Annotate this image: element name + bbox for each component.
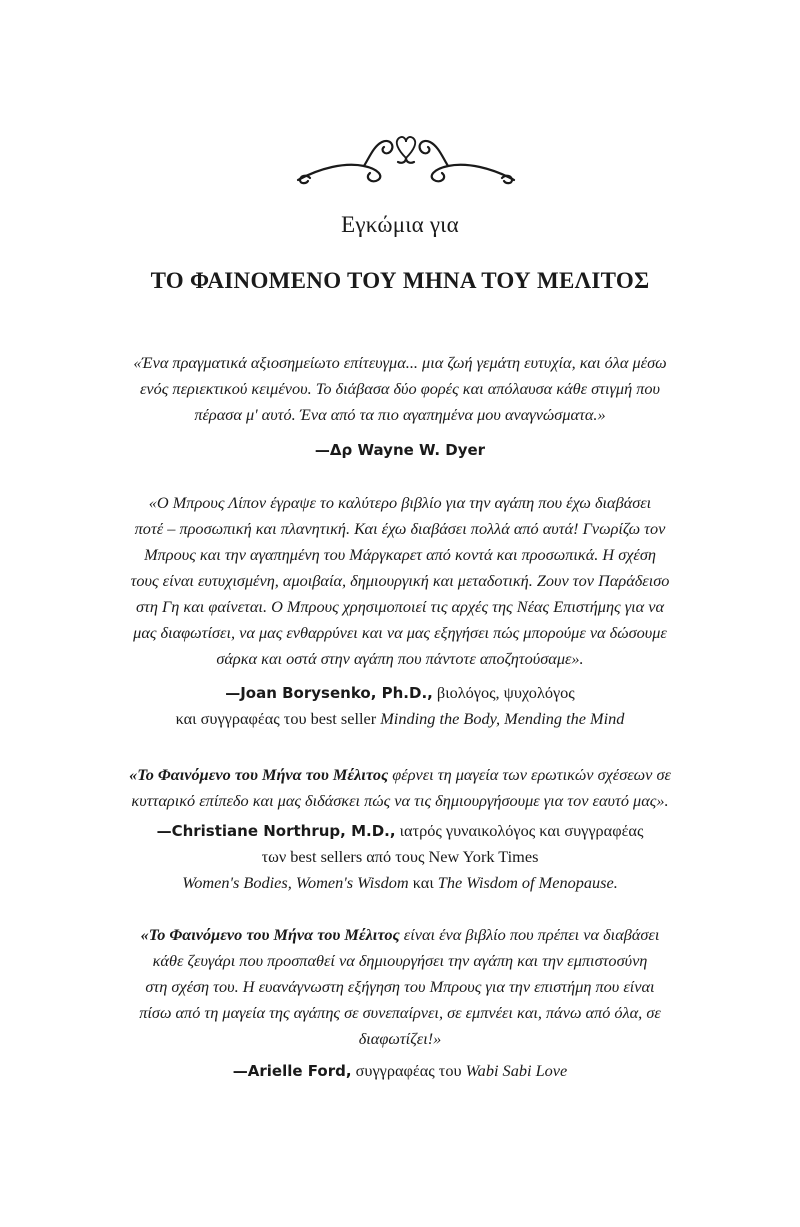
book-title: Women's Bodies, Women's Wisdom <box>182 873 409 892</box>
author-name: —Joan Borysenko, Ph.D., <box>225 684 433 702</box>
quote-line: διαφωτίζει!» <box>358 1029 442 1048</box>
quote-line: κάθε ζευγάρι που προσπαθεί να δημιουργήσει την αγάπη και την εμπιστοσύνη <box>152 951 648 970</box>
author-name: —Christiane Northrup, M.D., <box>156 822 396 840</box>
author-role: των best sellers από τους New York Times <box>261 847 539 866</box>
quote-line: «Ένα πραγματικά αξιοσημείωτο επίτευγμα... μια ζωή γεμάτη ευτυχία, και όλα μέσω <box>133 353 667 372</box>
book-title: «Το Φαινόμενο του Μήνα του Μέλιτος <box>129 765 389 784</box>
quote-line: Μπρους και την αγαπημένη του Μάργκαρετ από κοντά και προσωπικά. Η σχέση <box>144 545 656 564</box>
author-role: και συγγραφέας του best seller <box>175 709 381 728</box>
endorsement-quote-ford <box>104 922 696 1052</box>
author-name: —Arielle Ford, <box>232 1062 352 1080</box>
quote-line: σάρκα και οστά στην αγάπη που πάντοτε αποζητούσαμε». <box>216 649 584 668</box>
author-role: ιατρός γυναικολόγος και συγγραφέας <box>395 821 644 840</box>
quote-line: είναι ένα βιβλίο που πρέπει να διαβάσει <box>399 925 660 944</box>
book-title: The Wisdom of Menopause. <box>437 873 618 892</box>
quote-line: «Ο Μπρους Λίπον έγραψε το καλύτερο βιβλίο για την αγάπη που έχω διαβάσει <box>148 493 652 512</box>
quote-line: ποτέ – προσωπική και πλανητική. Και έχω διαβάσει πολλά από αυτά! Γνωρίζω τον <box>134 519 666 538</box>
attribution-ford <box>60 1058 740 1084</box>
quote-line: τους είναι ευτυχισμένη, αμοιβαία, δημιουργική και μεταδοτική. Ζουν τον Παράδεισο <box>130 571 670 590</box>
attribution-borysenko <box>60 680 740 732</box>
author-name: —Δρ Wayne W. Dyer <box>314 441 486 459</box>
quote-line: πίσω από τη μαγεία της αγάπης σε συνεπαίρνει, σε εμπνέει και, πάνω από όλα, σε <box>139 1003 661 1022</box>
quote-line: κυτταρικό επίπεδο και μας διδάσκει πώς να τις δημιουργήσουμε για τον εαυτό μας». <box>131 791 669 810</box>
endorsement-quote-borysenko <box>104 490 696 672</box>
endorsement-quote-northrup <box>104 762 696 814</box>
attribution-northrup <box>60 818 740 896</box>
page-title: ΤΟ ΦΑΙΝΟΜΕΝΟ ΤΟΥ ΜΗΝΑ ΤΟΥ ΜΕΛΙΤΟΣ <box>150 268 650 293</box>
quote-line: στη σχέση του. Η ευανάγνωστη εξήγηση του Μπρους για την επιστήμη που είναι <box>145 977 655 996</box>
author-role: συγγραφέας του <box>351 1061 466 1080</box>
quote-line: στη Γη και φαίνεται. Ο Μπρους χρησιμοποιεί τις αρχές της Νέας Επιστήμης για να <box>135 597 665 616</box>
quote-line: ενός περιεκτικού κειμένου. Το διάβασα δύο φορές και απόλαυσα κάθε στιγμή που <box>139 379 661 398</box>
page-subtitle: Εγκώμια για <box>341 212 459 237</box>
author-role: βιολόγος, ψυχολόγος <box>432 683 575 702</box>
quote-line: μας διαφωτίσει, να μας ενθαρρύνει και να μας εξηγήσει πώς μπορούμε να δώσουμε <box>133 623 667 642</box>
endorsement-quote-dyer <box>104 350 696 428</box>
quote-line: πέρασα μ' αυτό. Ένα από τα πιο αγαπημένα μου αναγνώσματα.» <box>194 405 606 424</box>
quote-line: φέρνει τη μαγεία των ερωτικών σχέσεων σε <box>388 765 671 784</box>
book-title: Minding the Body, Mending the Mind <box>380 709 625 728</box>
book-title: «Το Φαινόμενο του Μήνα του Μέλιτος <box>140 925 400 944</box>
heart-flourish-ornament <box>290 128 522 190</box>
conjunction: και <box>408 873 438 892</box>
book-title: Wabi Sabi Love <box>465 1061 568 1080</box>
attribution-dyer <box>60 437 740 463</box>
